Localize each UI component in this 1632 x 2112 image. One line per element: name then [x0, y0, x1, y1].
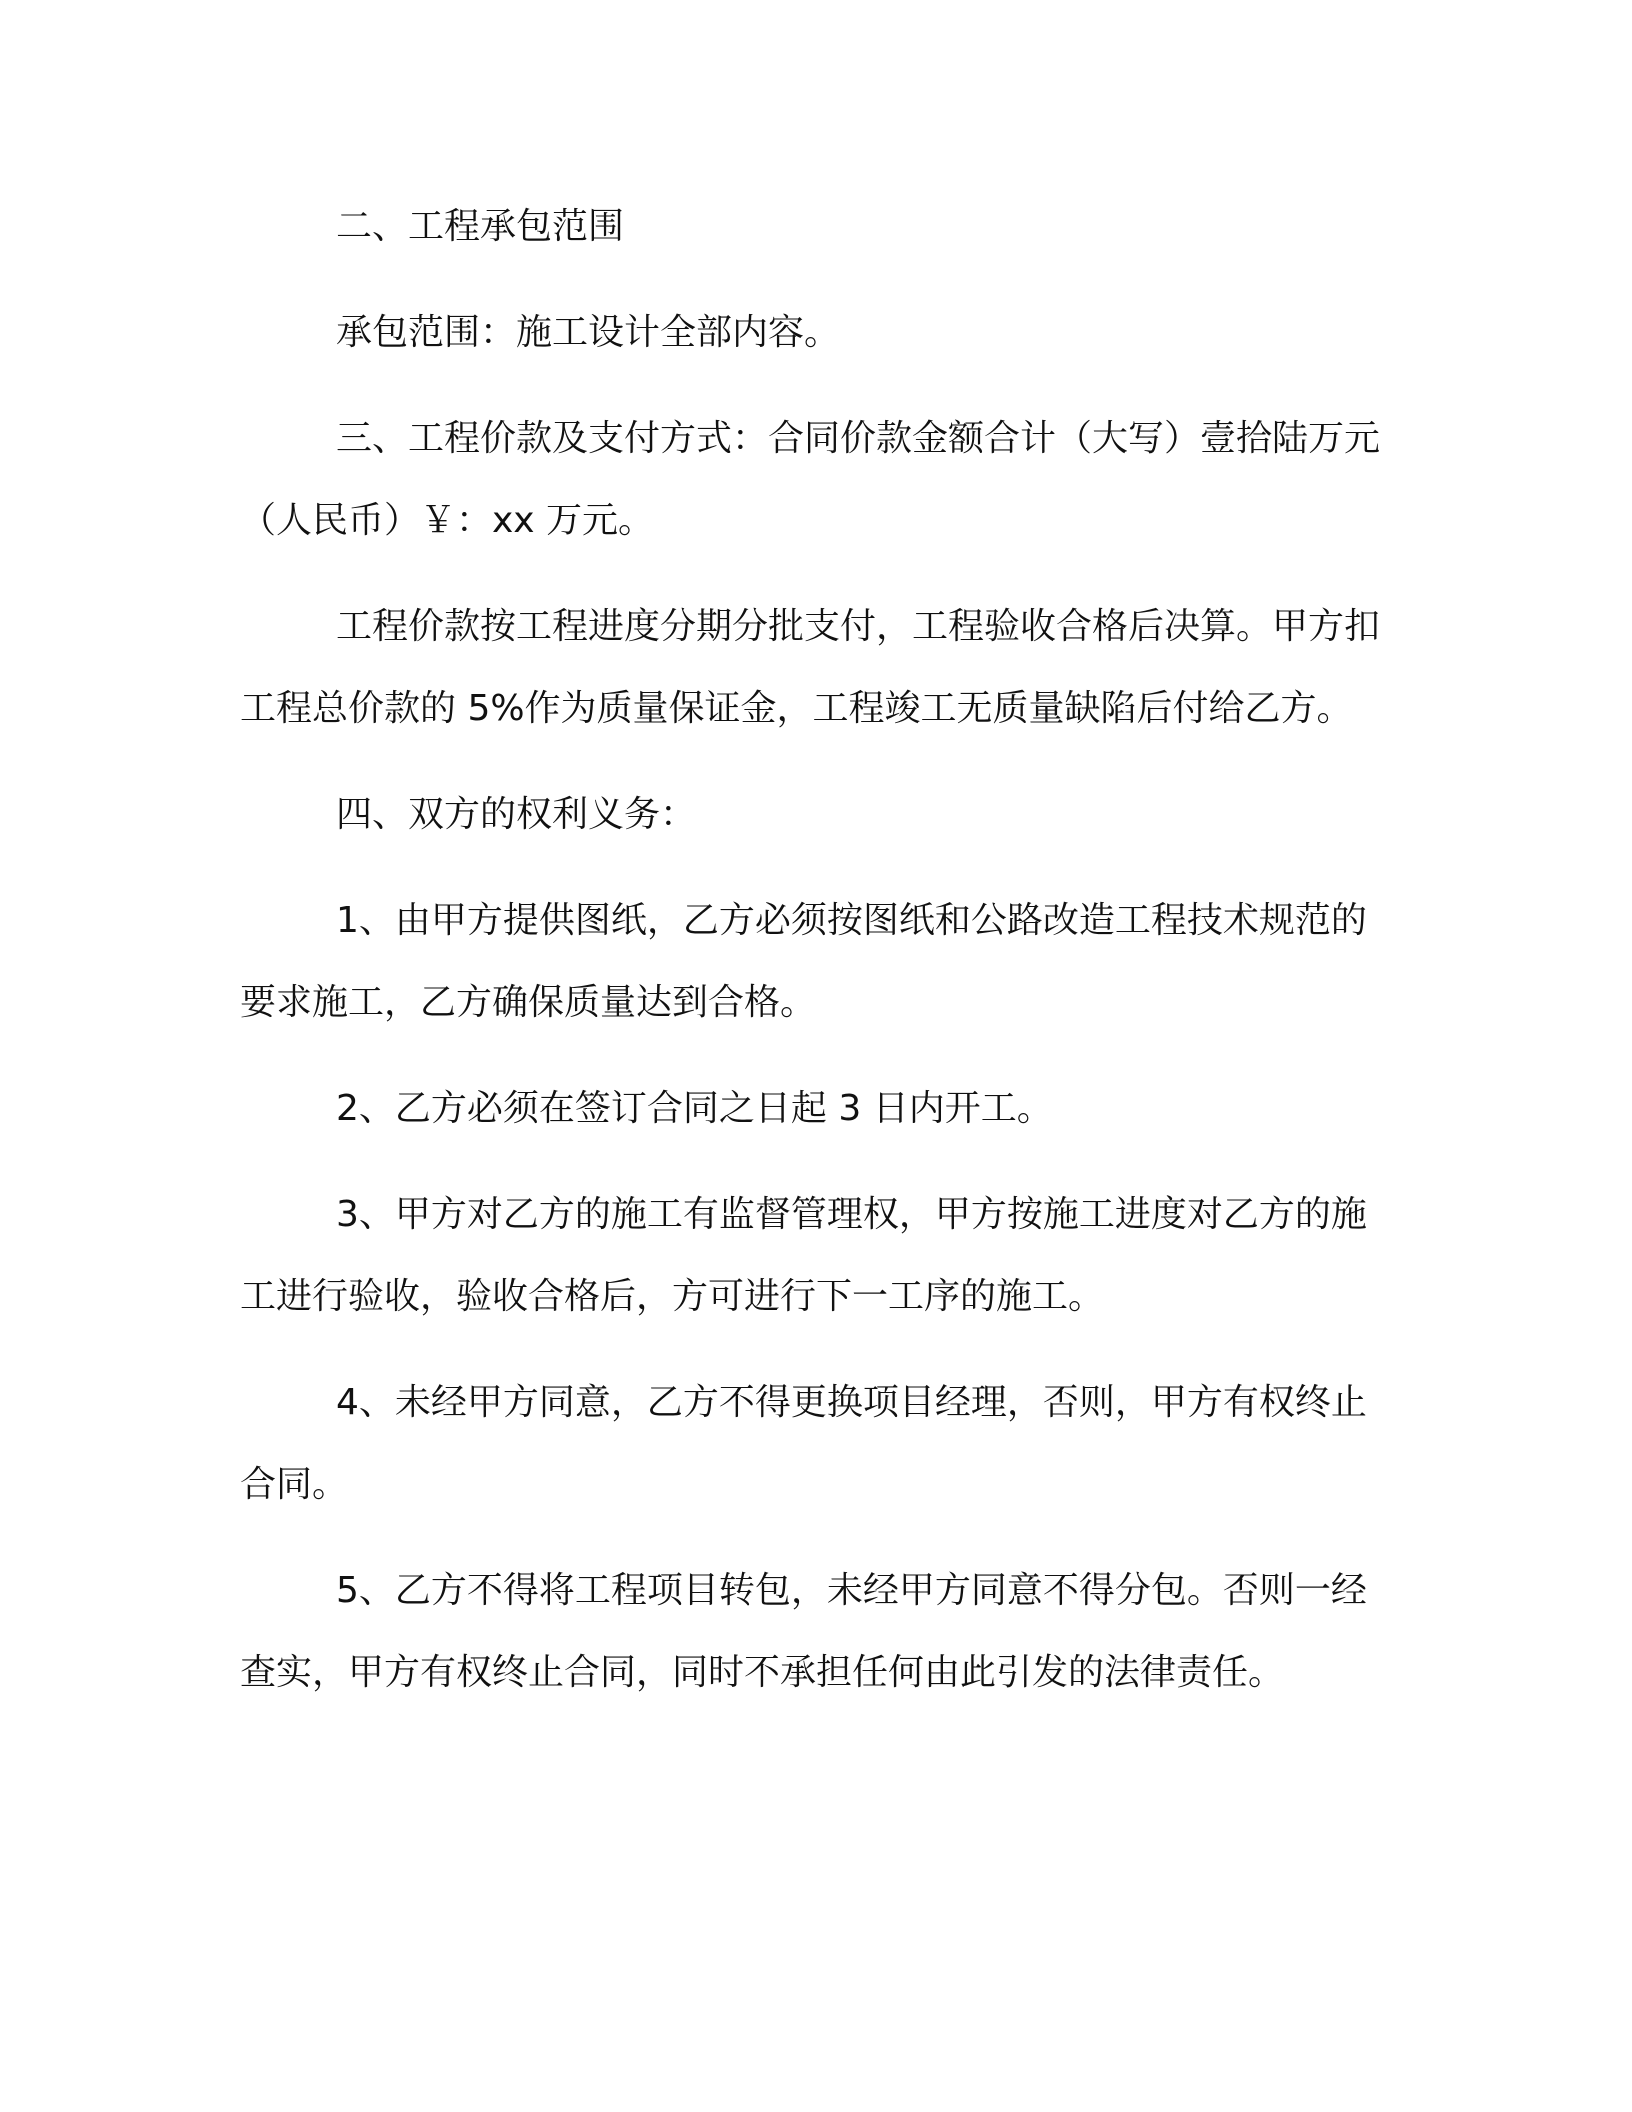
section-heading-rights: 四、双方的权利义务：: [336, 794, 697, 835]
paragraph-scope: 承包范围：施工设计全部内容。: [336, 312, 841, 353]
clause-4: 4、未经甲方同意，乙方不得更换项目经理，否则，甲方有权终止合同。: [240, 1382, 1367, 1505]
document-body: [240, 186, 1400, 1738]
clause-1: 1、由甲方提供图纸，乙方必须按图纸和公路改造工程技术规范的要求施工，乙方确保质量达到合格。: [240, 900, 1367, 1023]
paragraph-payment-terms: 工程价款按工程进度分期分批支付，工程验收合格后决算。甲方扣工程总价款的 5%作为质量保证金，工程竣工无质量缺陷后付给乙方。: [240, 606, 1381, 729]
clause-2: 2、乙方必须在签订合同之日起 3 日内开工。: [336, 1088, 1053, 1129]
section-heading-payment: 三、工程价款及支付方式：合同价款金额合计（大写）壹拾陆万元 （人民币）￥：xx 万元。: [240, 418, 1381, 541]
clause-3: 3、甲方对乙方的施工有监督管理权，甲方按施工进度对乙方的施工进行验收，验收合格后，方可进行下一工序的施工。: [240, 1194, 1367, 1317]
section-heading-scope: 二、工程承包范围: [336, 206, 625, 247]
clause-5: 5、乙方不得将工程项目转包，未经甲方同意不得分包。否则一经查实，甲方有权终止合同，同时不承担任何由此引发的法律责任。: [240, 1570, 1367, 1693]
